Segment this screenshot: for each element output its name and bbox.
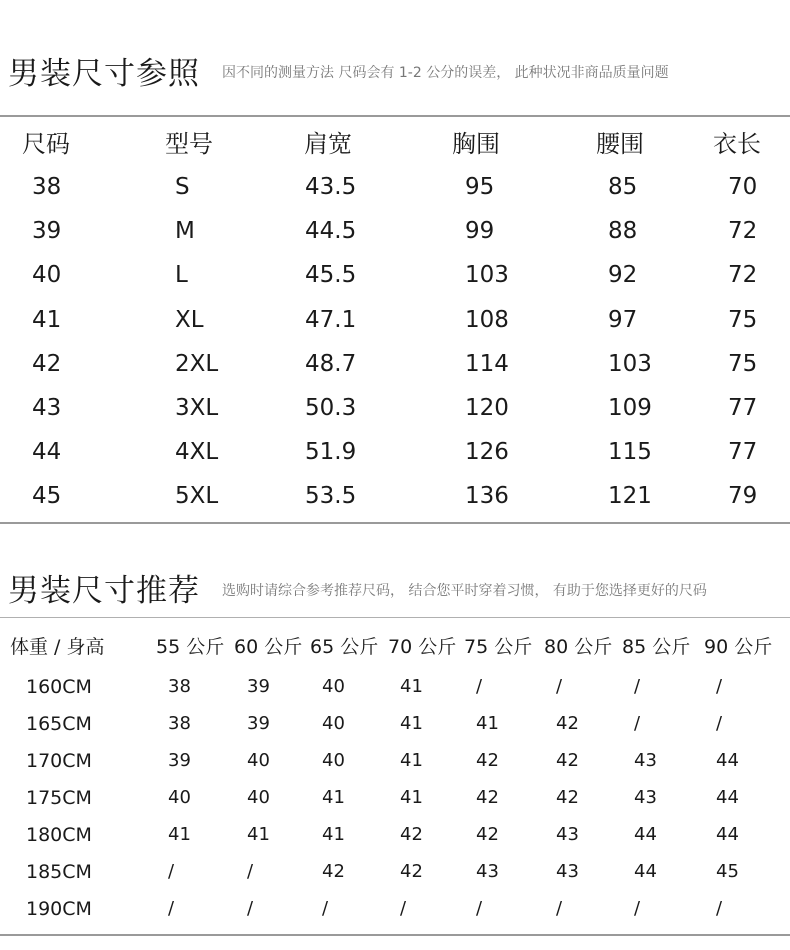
table-cell: 44 (32, 439, 62, 466)
table-cell: M (175, 218, 195, 245)
table-cell: 39 (247, 676, 270, 697)
table-cell: 47.1 (305, 306, 357, 333)
table-cell: 42 (400, 824, 423, 845)
table-cell: 43 (32, 395, 62, 421)
table-cell: 43.5 (305, 174, 357, 200)
table-cell: 38 (168, 713, 191, 734)
table-cell: 72 (728, 262, 758, 289)
table-cell: XL (175, 306, 204, 333)
table-cell: 44 (716, 824, 739, 845)
table-cell: 44.5 (305, 218, 357, 245)
table-cell: 126 (465, 439, 509, 466)
table-cell: / (634, 898, 641, 919)
table-cell: 43 (634, 750, 657, 771)
table-cell: 42 (556, 713, 579, 734)
table-cell: 40 (322, 676, 345, 697)
table-cell: 109 (608, 395, 652, 421)
table-cell: 40 (322, 713, 345, 734)
divider (0, 617, 790, 618)
table-cell: 2XL (175, 350, 219, 377)
table-cell: 92 (608, 262, 638, 289)
table-cell: 41 (400, 676, 423, 697)
table-cell: 51.9 (305, 439, 357, 466)
table-cell: L (175, 262, 188, 289)
table-cell: 103 (608, 350, 652, 377)
table-cell: / (716, 676, 723, 697)
table-cell: 42 (476, 787, 499, 808)
table-cell: 45 (32, 483, 62, 510)
table-cell: 103 (465, 262, 509, 289)
table-cell: 38 (168, 676, 191, 697)
table-cell: / (247, 898, 254, 919)
table-header-cell: 80 公斤 (544, 636, 613, 658)
size-recommend-title: 男装尺寸推荐 (8, 573, 200, 609)
table-cell: 120 (465, 395, 509, 421)
table-header-cell: 85 公斤 (622, 636, 691, 658)
table-cell: 44 (634, 824, 657, 845)
table-cell: / (168, 898, 175, 919)
table-cell: 40 (168, 787, 191, 808)
table-cell: 4XL (175, 439, 219, 466)
table-header-cell: 65 公斤 (310, 636, 379, 658)
table-cell: 42 (322, 861, 345, 882)
table-row-label: 170CM (26, 750, 92, 772)
table-cell: 40 (322, 750, 345, 771)
table-cell: 115 (608, 439, 652, 466)
table-row-label: 190CM (26, 898, 92, 920)
table-cell: 44 (716, 787, 739, 808)
size-reference-note: 因不同的测量方法 尺码会有 1-2 公分的误差， 此种状况非商品质量问题 (222, 65, 669, 81)
table-cell: 85 (608, 174, 638, 200)
table-cell: 41 (476, 713, 499, 734)
table-cell: 43 (634, 787, 657, 808)
table-cell: 44 (716, 750, 739, 771)
table-header-cell: 腰围 (596, 130, 644, 158)
table-cell: 42 (400, 861, 423, 882)
table-cell: 39 (168, 750, 191, 771)
table-cell: / (247, 861, 254, 882)
table-cell: 44 (634, 861, 657, 882)
table-cell: 39 (247, 713, 270, 734)
table-cell: / (476, 676, 483, 697)
table-cell: 72 (728, 218, 758, 245)
divider (0, 934, 790, 936)
table-cell: / (322, 898, 329, 919)
table-row-label: 165CM (26, 713, 92, 735)
table-cell: S (175, 174, 190, 200)
table-cell: 70 (728, 174, 758, 200)
table-cell: 41 (247, 824, 270, 845)
table-cell: 53.5 (305, 483, 357, 510)
table-cell: 42 (476, 750, 499, 771)
table-cell: 41 (32, 306, 62, 333)
table-cell: 43 (556, 861, 579, 882)
table-cell: / (168, 861, 175, 882)
size-reference-title: 男装尺寸参照 (8, 56, 200, 92)
table-cell: 41 (322, 824, 345, 845)
table-cell: 108 (465, 306, 509, 333)
table-cell: 3XL (175, 395, 219, 421)
table-cell: / (634, 713, 641, 734)
table-cell: 45.5 (305, 262, 357, 289)
table-cell: / (556, 676, 563, 697)
table-header-cell: 肩宽 (304, 130, 352, 158)
table-cell: 75 (728, 350, 758, 377)
table-cell: / (476, 898, 483, 919)
table-row-label: 160CM (26, 676, 92, 698)
table-cell: 50.3 (305, 395, 357, 421)
table-cell: 121 (608, 483, 652, 510)
table-cell: 41 (322, 787, 345, 808)
table-cell: 79 (728, 483, 758, 510)
table-cell: 42 (476, 824, 499, 845)
table-header-cell: 尺码 (22, 130, 70, 158)
table-cell: 40 (247, 787, 270, 808)
table-cell: 40 (247, 750, 270, 771)
table-cell: 5XL (175, 483, 219, 510)
table-cell: 39 (32, 218, 62, 245)
table-cell: 38 (32, 174, 62, 200)
table-cell: 136 (465, 483, 509, 510)
table-cell: 42 (32, 350, 62, 377)
table-cell: 42 (556, 750, 579, 771)
table-cell: 43 (556, 824, 579, 845)
table-cell: 114 (465, 350, 509, 377)
table-header-cell: 70 公斤 (388, 636, 457, 658)
table-cell: 97 (608, 306, 638, 333)
table-header-cell: 衣长 (713, 130, 761, 158)
table-header-cell: 60 公斤 (234, 636, 303, 658)
table-row-label: 175CM (26, 787, 92, 809)
table-header-cell: 75 公斤 (464, 636, 533, 658)
table-cell: 95 (465, 174, 495, 200)
table-cell: 77 (728, 395, 758, 421)
table-header-cell: 55 公斤 (156, 636, 225, 658)
table-header-cell: 胸围 (452, 130, 500, 158)
table-header-cell: 体重 / 身高 (10, 636, 105, 658)
table-cell: 43 (476, 861, 499, 882)
table-cell: 41 (168, 824, 191, 845)
size-recommend-note: 选购时请综合参考推荐尺码， 结合您平时穿着习惯， 有助于您选择更好的尺码 (222, 583, 707, 599)
table-cell: 48.7 (305, 350, 357, 377)
divider (0, 115, 790, 117)
table-cell: 88 (608, 218, 638, 245)
table-cell: 40 (32, 262, 62, 289)
table-cell: / (716, 898, 723, 919)
table-cell: 41 (400, 750, 423, 771)
table-row-label: 180CM (26, 824, 92, 846)
table-cell: 99 (465, 218, 495, 245)
table-cell: / (634, 676, 641, 697)
table-header-cell: 90 公斤 (704, 636, 773, 658)
table-cell: / (400, 898, 407, 919)
table-cell: / (716, 713, 723, 734)
table-row-label: 185CM (26, 861, 92, 883)
table-cell: 75 (728, 306, 758, 333)
table-cell: 45 (716, 861, 739, 882)
divider (0, 522, 790, 524)
table-cell: 77 (728, 439, 758, 466)
table-cell: / (556, 898, 563, 919)
table-cell: 42 (556, 787, 579, 808)
table-cell: 41 (400, 713, 423, 734)
table-header-cell: 型号 (165, 130, 213, 158)
table-cell: 41 (400, 787, 423, 808)
